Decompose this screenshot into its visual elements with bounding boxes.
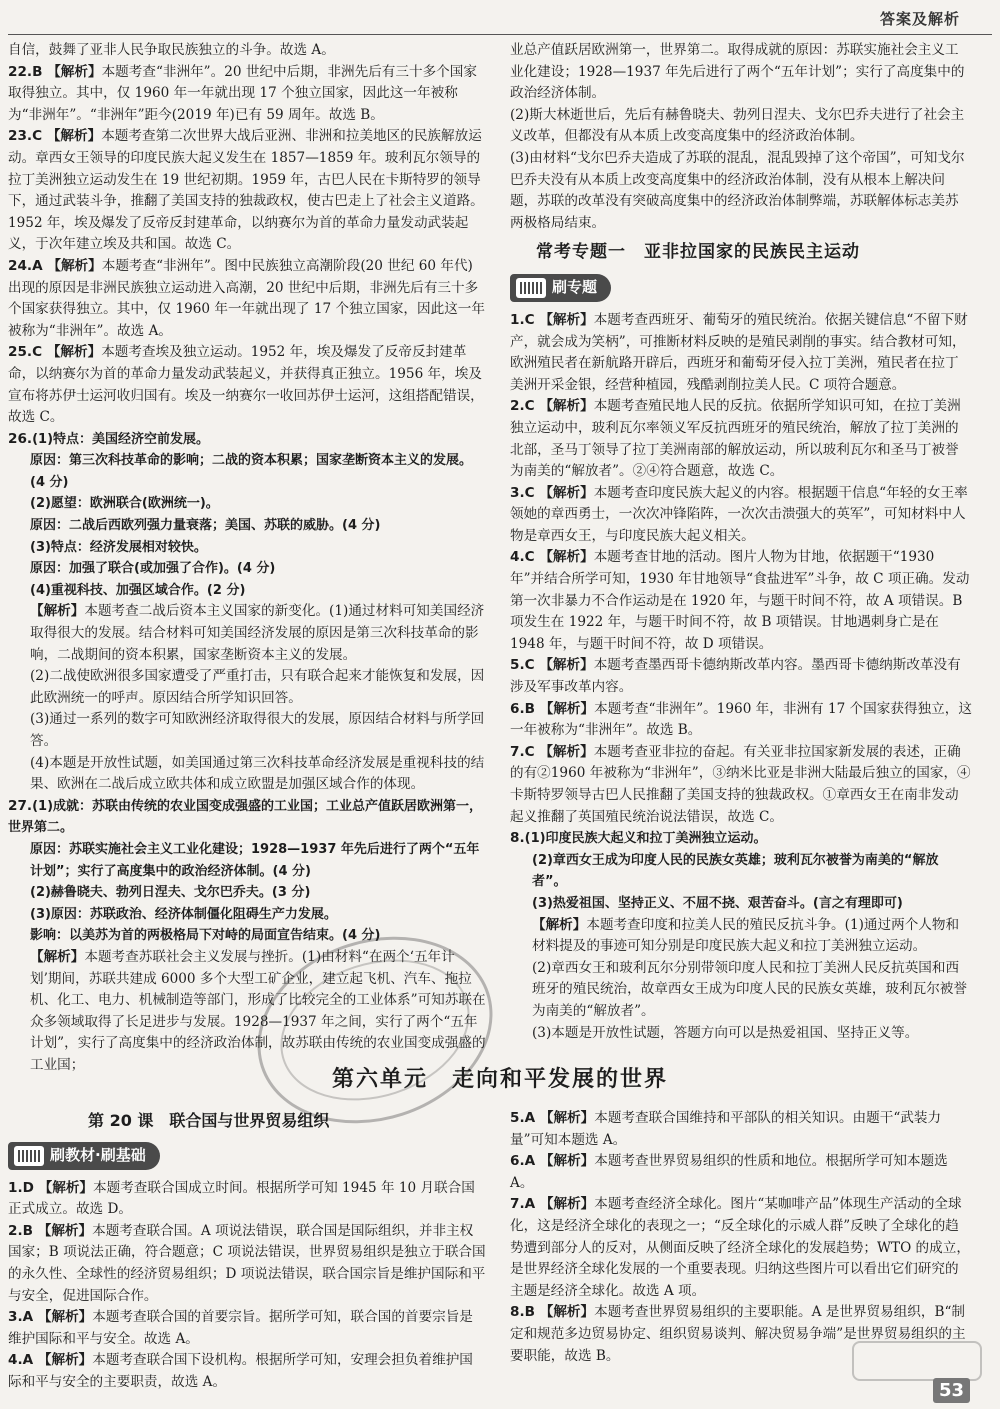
answer-item: [8, 40, 486, 62]
analysis-text: (3)由材料“戈尔巴乔夫造成了苏联的混乱，混乱毁掉了这个帝国”，可知戈尔巴乔夫没有从本质上改变高度集中的经济政治体制，没有从根本上解决问题，苏联的改革没有突破高度集中的经济政治体制弊端，苏联解体标志美苏两极格局结束。: [510, 149, 965, 231]
answer-item: [510, 148, 972, 234]
analysis-tag: 【解析】: [539, 743, 594, 760]
analysis-text: 本题考查亚非拉的奋起。有关亚非拉国家新发展的表述，正确的有②1960 年被称为“非洲年”，③纳米比亚是非洲大陆最后独立的国家，④卡斯特罗领导古巴人民推翻了美国支持的独裁政权。①章西女王在南非发动起义推翻了英国殖民统治说法错误，故选 C。: [510, 743, 971, 825]
analysis-text: 本题考查第二次世界大战后亚洲、非洲和拉美地区的民族解放运动。章西女王领导的印度民族大起义发生在 1857—1859 年。玻利瓦尔领导的拉丁美洲独立运动发生在 19 世纪初期。1959 年，古巴人民在卡斯特罗的领导下，通过武装斗争，推翻了美国支持的独裁政权，使古巴走上了社会主义道路。1952 年，埃及爆发了反帝反封建革命，以纳赛尔为首的革命力量发动武装起义，于次年建立埃及共和国。故选 C。: [8, 128, 484, 253]
answer-item: [8, 429, 486, 796]
answer-text: [510, 396, 972, 482]
answer-text: [510, 547, 972, 655]
answer-number: 5.: [510, 657, 525, 674]
answer-bold: 原因：二战后西欧列强力量衰落；美国、苏联的威胁。(4 分): [30, 518, 381, 534]
answer-number: 1.: [510, 311, 525, 328]
topic-badge: 刷专题: [510, 270, 972, 310]
analysis-tag: 【解析】: [47, 257, 102, 274]
answer-item: [510, 483, 972, 548]
answer-item: [510, 655, 972, 698]
answer-number: 3.: [8, 1309, 23, 1326]
answer-item: [510, 1108, 972, 1151]
brush-icon: [14, 1146, 44, 1166]
answer-key: C: [524, 311, 540, 328]
analysis-text: 本题考查墨西哥卡德纳斯改革内容。墨西哥卡德纳斯改革没有涉及军事改革内容。: [510, 657, 961, 696]
answer-number: 3.: [510, 484, 525, 501]
answer-text: [510, 742, 972, 828]
analysis-text: (3)通过一系列的数字可知欧洲经济取得很大的发展，原因结合材料与所学回答。: [30, 711, 485, 749]
answer-number: 4.: [8, 1352, 23, 1369]
answer-item: [8, 256, 486, 342]
answer-bold: (3)特点：经济发展相对较快。: [30, 539, 207, 555]
analysis-tag: 【解析】: [539, 549, 594, 566]
answer-item: [8, 126, 486, 256]
answer-item: [8, 62, 486, 127]
analysis-text: 本题考查“非洲年”。1960 年，非洲有 17 个国家获得独立，这一年被称为“非洲年”。故选 B。: [510, 700, 972, 739]
analysis-text: (2)二战使欧洲很多国家遭受了严重打击，只有联合起来才能恢复和发展，因此欧洲统一的呼声。原因结合所学知识回答。: [30, 668, 485, 706]
answer-item: [510, 699, 972, 742]
answer-bold: 原因：加强了联合(或加强了合作)。(4 分): [30, 561, 276, 577]
answer-key: A: [32, 257, 48, 274]
analysis-tag: 【解析】: [47, 63, 102, 80]
answer-text: [510, 828, 972, 850]
answer-bold: (1)印度民族大起义和拉丁美洲独立运动。: [524, 831, 767, 847]
brush-icon: [516, 278, 546, 298]
answer-item: [510, 1194, 972, 1302]
answer-bold: 原因：第三次科技革命的影响；二战的资本积累；国家垄断资本主义的发展。(4 分): [30, 453, 473, 490]
analysis-text: 本题考查埃及独立运动。1952 年，埃及爆发了反帝反封建革命，以纳赛尔为首的革命力量发动武装起义，并获得真正独立。1956 年，埃及宣布将苏伊士运河收归国有。埃及一纳赛尔一收回苏伊士运河，这组搭配错误，故选 C。: [8, 344, 484, 426]
lesson-column-right: [510, 1108, 972, 1367]
analysis-tag: 【解析】: [37, 1309, 93, 1326]
lesson-title: 第 20 课 联合国与世界贸易组织: [88, 1111, 330, 1130]
analysis-tag: 【解析】: [539, 1153, 595, 1170]
analysis-tag: 【解析】: [46, 128, 102, 145]
answer-key: B: [524, 700, 540, 717]
answer-number: 7.: [510, 1196, 525, 1213]
analysis-tag: 【解析】: [539, 700, 595, 717]
analysis-tag: 【解析】: [46, 344, 102, 361]
answer-number: 2.: [8, 1222, 23, 1239]
answer-text: [8, 429, 486, 451]
answer-key: A: [524, 1110, 540, 1126]
analysis-text: 本题考查苏联社会主义发展与挫折。(1)由材料“在两个‘五年计划’期间，苏联共建成 6000 多个大型工矿企业，建立起飞机、汽车、拖拉机、化工、电力、机械制造等部门，形成了比较完全的工业体系”可知苏联在众多领域取得了长足进步与发展。1928—1937 年之间，实行了两个“五年计划”，实行了高度集中的经济政治体制，故苏联由传统的农业国变成强盛的工业国；: [30, 948, 486, 1073]
analysis-text: 本题考查世界贸易组织的主要职能。A 是世界贸易组织，B“制定和规范多边贸易协定、组织贸易谈判、解决贸易争端”是世界贸易组织的主要职能，故选 B。: [510, 1304, 966, 1364]
answer-text: [510, 148, 972, 234]
topic-title: 常考专题一 亚非拉国家的民族民主运动: [536, 242, 860, 263]
analysis-text: 本题考查“非洲年”。20 世纪中后期，非洲先后有三十多个国家取得独立。其中，仅 1960 年一年就出现 17 个独立国家，因此这一年被称为“非洲年”。“非洲年”距今(2019 年)已有 59 周年。故选 B。: [8, 63, 477, 123]
answer-text: [510, 310, 972, 396]
answer-item: [8, 1178, 486, 1221]
analysis-text: 自信，鼓舞了亚非人民争取民族独立的斗争。故选 A。: [8, 42, 335, 58]
answer-number: 22.: [8, 63, 33, 80]
answer-item: [510, 828, 972, 1044]
answer-bold: (3)原因：苏联政治、经济体制僵化阻碍生产力发展。: [30, 906, 337, 922]
answer-number: 23.: [8, 128, 33, 145]
answer-key: A: [524, 1196, 540, 1213]
answer-key: C: [524, 657, 540, 674]
answer-number: 2.: [510, 398, 525, 415]
analysis-text: (2)章西女王和玻利瓦尔分别带领印度人民和拉丁美洲人民反抗英国和西班牙的殖民统治，故章西女王成为印度人民的民族女英雄，玻利瓦尔被誉为南美的“解放者”。: [532, 959, 967, 1019]
left-column: [8, 40, 486, 1077]
answer-text: [8, 342, 486, 428]
answer-key: D: [22, 1179, 39, 1196]
analysis-tag: 【解析】: [38, 1179, 94, 1196]
answer-key: A: [524, 1153, 540, 1170]
analysis-text: 本题考查经济全球化。图片“某咖啡产品”体现生产活动的全球化，这是经济全球化的表现之一；“反全球化的示威人群”反映了全球化的趋势遭到部分人的反对，从侧面反映了经济全球化的发展趋势；WTO 的成立，是世界经济全球化发展的一个重要表现。归纳这些图片可以看出它们研究的主题是经济全球化。故选 A 项。: [510, 1196, 970, 1299]
analysis-tag: 【解析】: [539, 1196, 595, 1213]
answer-text: [8, 40, 486, 62]
analysis-text: 本题考查西班牙、葡萄牙的殖民统治。依据关键信息“不留下财产，就会成为笑柄”，可推断材料反映的是殖民剥削的事实。结合教材可知，欧洲殖民者在新航路开辟后，西班牙和葡萄牙侵入拉丁美洲，殖民者在拉丁美洲开采金银，经营种植园，残酷剥削拉美人民。C 项符合题意。: [510, 311, 968, 393]
answer-bold: (2)愿望：欧洲联合(欧洲统一)。: [30, 496, 219, 512]
answer-key: A: [22, 1309, 38, 1326]
answer-item: [510, 742, 972, 828]
answer-number: 26.: [8, 430, 33, 447]
answer-key: A: [22, 1352, 38, 1369]
answer-item: [510, 1151, 972, 1194]
analysis-tag: 【解析】: [532, 916, 587, 933]
analysis-tag: 【解析】: [539, 1110, 595, 1126]
analysis-text: 本题考查联合国下设机构。根据所学可知，安理会担负着维护国际和平与安全的主要职责，故选 A。: [8, 1352, 473, 1390]
analysis-text: 本题考查联合国成立时间。根据所学可知 1945 年 10 月联合国正式成立。故选 D。: [8, 1179, 475, 1218]
answer-key: C: [524, 743, 540, 760]
answer-text: [8, 1307, 486, 1350]
unit-title: 第六单元 走向和平发展的世界: [331, 1067, 668, 1092]
answer-number: 6.: [510, 1153, 525, 1170]
answer-number: 27.: [8, 797, 33, 814]
answer-key: C: [32, 128, 47, 145]
answer-text: [8, 1221, 486, 1307]
answer-text: [8, 601, 486, 666]
answer-number: 5.: [510, 1110, 525, 1126]
lesson-badge: 刷教材·刷基础: [8, 1138, 486, 1178]
analysis-tag: 【解析】: [539, 398, 594, 415]
analysis-tag: 【解析】: [30, 948, 85, 965]
answer-item: [510, 105, 972, 148]
answer-key: C: [32, 344, 47, 361]
answer-text: [510, 40, 972, 105]
analysis-text: 本题考查联合国。A 项说法错误，联合国是国际组织，并非主权国家；B 项说法正确，符合题意；C 项说法错误，世界贸易组织是独立于联合国的永久性、全球性的经济贸易组织；D 项说法错误，联合国宗旨是维护国际和平与安全，促进国际合作。: [8, 1222, 486, 1304]
analysis-text: 本题考查联合国维持和平部队的相关知识。由题干“武装力量”可知本题选 A。: [510, 1110, 942, 1148]
answer-text: [8, 62, 486, 127]
answer-number: 8.: [510, 830, 525, 847]
analysis-text: 本题考查印度民族大起义的内容。根据题干信息“年轻的女王率领她的章西勇士，一次次冲锋陷阵，一次次击溃强大的英军”，可知材料中人物是章西女王，与印度民族大起义相关。: [510, 484, 968, 544]
answer-text: [8, 796, 486, 839]
answer-text: [510, 699, 972, 742]
answer-number: 8.: [510, 1304, 525, 1321]
answer-key: C: [524, 484, 540, 501]
answer-number: 7.: [510, 743, 525, 760]
answer-number: 4.: [510, 549, 525, 566]
analysis-text: 本题考查殖民地人民的反抗。依据所学知识可知，在拉丁美洲独立运动中，玻利瓦尔率领义军反抗西班牙的殖民统治，解放了拉丁美洲的北部，圣马丁领导了拉丁美洲南部的解放运动，所以玻利瓦尔和圣马丁被誉为南美的“解放者”。②④符合题意，故选 C。: [510, 398, 961, 480]
answer-text: [510, 655, 972, 698]
analysis-text: 本题考查“非洲年”。图中民族独立高潮阶段(20 世纪 60 年代)出现的原因是非洲民族独立运动进入高潮，20 世纪中后期，非洲先后有三十多个国家获得独立。其中，仅 1960 年一年就出现了 17 个独立国家，因此这一年被称为“非洲年”。故选 A。: [8, 257, 485, 339]
answer-bold: 原因：苏联实施社会主义工业化建设；1928—1937 年先后进行了两个“五年计划”；实行了高度集中的政治经济体制。(4 分): [30, 841, 480, 879]
answer-text: [510, 105, 972, 148]
right-column: [510, 40, 972, 1044]
analysis-text: (4)本题是开放性试题，如美国通过第三次科技革命经济发展是重视科技的结果、欧洲在二战后成立欧共体和成立欧盟是加强区域合作的体现。: [30, 754, 485, 793]
answer-item: [8, 1221, 486, 1307]
page-header: 答案及解析: [879, 10, 960, 28]
analysis-text: 本题考查甘地的活动。图片人物为甘地，依据题干“1930 年”并结合所学可知，1930 年甘地领导“食盐进军”斗争，故 C 项正确。发动第一次非暴力不合作运动是在 1920 年，与题干时间不符，故 A 项错误。B 项发生在 1922 年，与题干时间不符，故 B 项错误。甘地遇刺身亡是在 1948 年，与题干时间不符，故 D 项错误。: [510, 549, 970, 652]
analysis-text: (3)本题是开放性试题，答题方向可以是热爱祖国、坚持正义等。: [532, 1024, 919, 1041]
answer-text: [510, 483, 972, 548]
analysis-text: 本题考查世界贸易组织的性质和地位。根据所学可知本题选 A。: [510, 1153, 948, 1191]
answer-number: 25.: [8, 344, 33, 361]
answer-text: [8, 1350, 486, 1393]
analysis-tag: 【解析】: [539, 657, 594, 674]
answer-bold: (4)重视科技、加强区域合作。(2 分): [30, 582, 246, 598]
lesson-answers-left: [8, 1178, 486, 1394]
analysis-text: (2)斯大林逝世后，先后有赫鲁晓夫、勃列日涅夫、戈尔巴乔夫进行了社会主义改革，但都没有从本质上改变高度集中的经济政治体制。: [510, 106, 965, 145]
answer-key: C: [524, 398, 540, 415]
answer-bold: (2)赫鲁晓夫、勃列日涅夫、戈尔巴乔夫。(3 分): [30, 885, 311, 901]
answer-item: [8, 1307, 486, 1350]
answer-key: B: [22, 1222, 38, 1239]
answer-number: 1.: [8, 1179, 23, 1196]
analysis-tag: 【解析】: [539, 484, 594, 501]
watermark: [852, 1341, 982, 1381]
answer-key: B: [32, 63, 48, 80]
analysis-tag: 【解析】: [539, 311, 594, 328]
answer-item: [510, 40, 972, 105]
answer-text: [510, 1151, 972, 1194]
answer-text: [8, 126, 486, 256]
answer-number: 24.: [8, 257, 33, 274]
answer-bold: (1)成就：苏联由传统的农业国变成强盛的工业国；工业总产值跃居欧洲第一，世界第二。: [8, 798, 483, 836]
lesson-column: [8, 1106, 486, 1394]
analysis-tag: 【解析】: [30, 603, 85, 620]
analysis-text: 业总产值跃居欧洲第一，世界第二。取得成就的原因：苏联实施社会主义工业化建设；1928—1937 年先后进行了两个“五年计划”；实行了高度集中的政治经济体制。: [510, 42, 965, 102]
analysis-tag: 【解析】: [37, 1222, 93, 1239]
analysis-text: 本题考查联合国的首要宗旨。据所学可知，联合国的首要宗旨是维护国际和平与安全。故选 A。: [8, 1309, 473, 1347]
analysis-tag: 【解析】: [539, 1304, 595, 1321]
analysis-tag: 【解析】: [37, 1352, 93, 1369]
answer-text: [510, 1108, 972, 1151]
answer-bold: (3)热爱祖国、坚持正义、不屈不挠、艰苦奋斗。(言之有理即可): [532, 895, 903, 911]
answer-item: [510, 396, 972, 482]
header-rule: [8, 34, 992, 35]
answer-bold: (1)特点：美国经济空前发展。: [32, 431, 210, 447]
answer-bold: (2)章西女王成为印度人民的民族女英雄；玻利瓦尔被誉为南美的“解放者”。: [532, 852, 939, 890]
answer-item: [8, 1350, 486, 1393]
answer-bold: 影响：以美苏为首的两极格局下对峙的局面宣告结束。(4 分): [30, 928, 381, 944]
topic-answers: [510, 310, 972, 1044]
right-top-answers: [510, 40, 972, 234]
answer-text: [510, 1194, 972, 1302]
answer-text: [510, 915, 972, 958]
answer-text: [8, 256, 486, 342]
analysis-text: 本题考查二战后资本主义国家的新变化。(1)通过材料可知美国经济取得很大的发展。结合材料可知美国经济发展的原因是第三次科技革命的影响，二战期间的资本积累，国家垄断资本主义的发展。: [30, 603, 485, 663]
answer-item: [510, 310, 972, 396]
page-number: 53: [933, 1378, 970, 1403]
answer-key: C: [524, 549, 540, 566]
answer-key: B: [524, 1304, 540, 1321]
answer-item: [510, 547, 972, 655]
answer-text: [8, 1178, 486, 1221]
answer-number: 6.: [510, 700, 525, 717]
answer-item: [8, 342, 486, 428]
analysis-text: 本题考查印度和拉美人民的殖民反抗斗争。(1)通过两个人物和材料提及的事迹可知分别是印度民族大起义和拉丁美洲独立运动。: [532, 916, 960, 955]
